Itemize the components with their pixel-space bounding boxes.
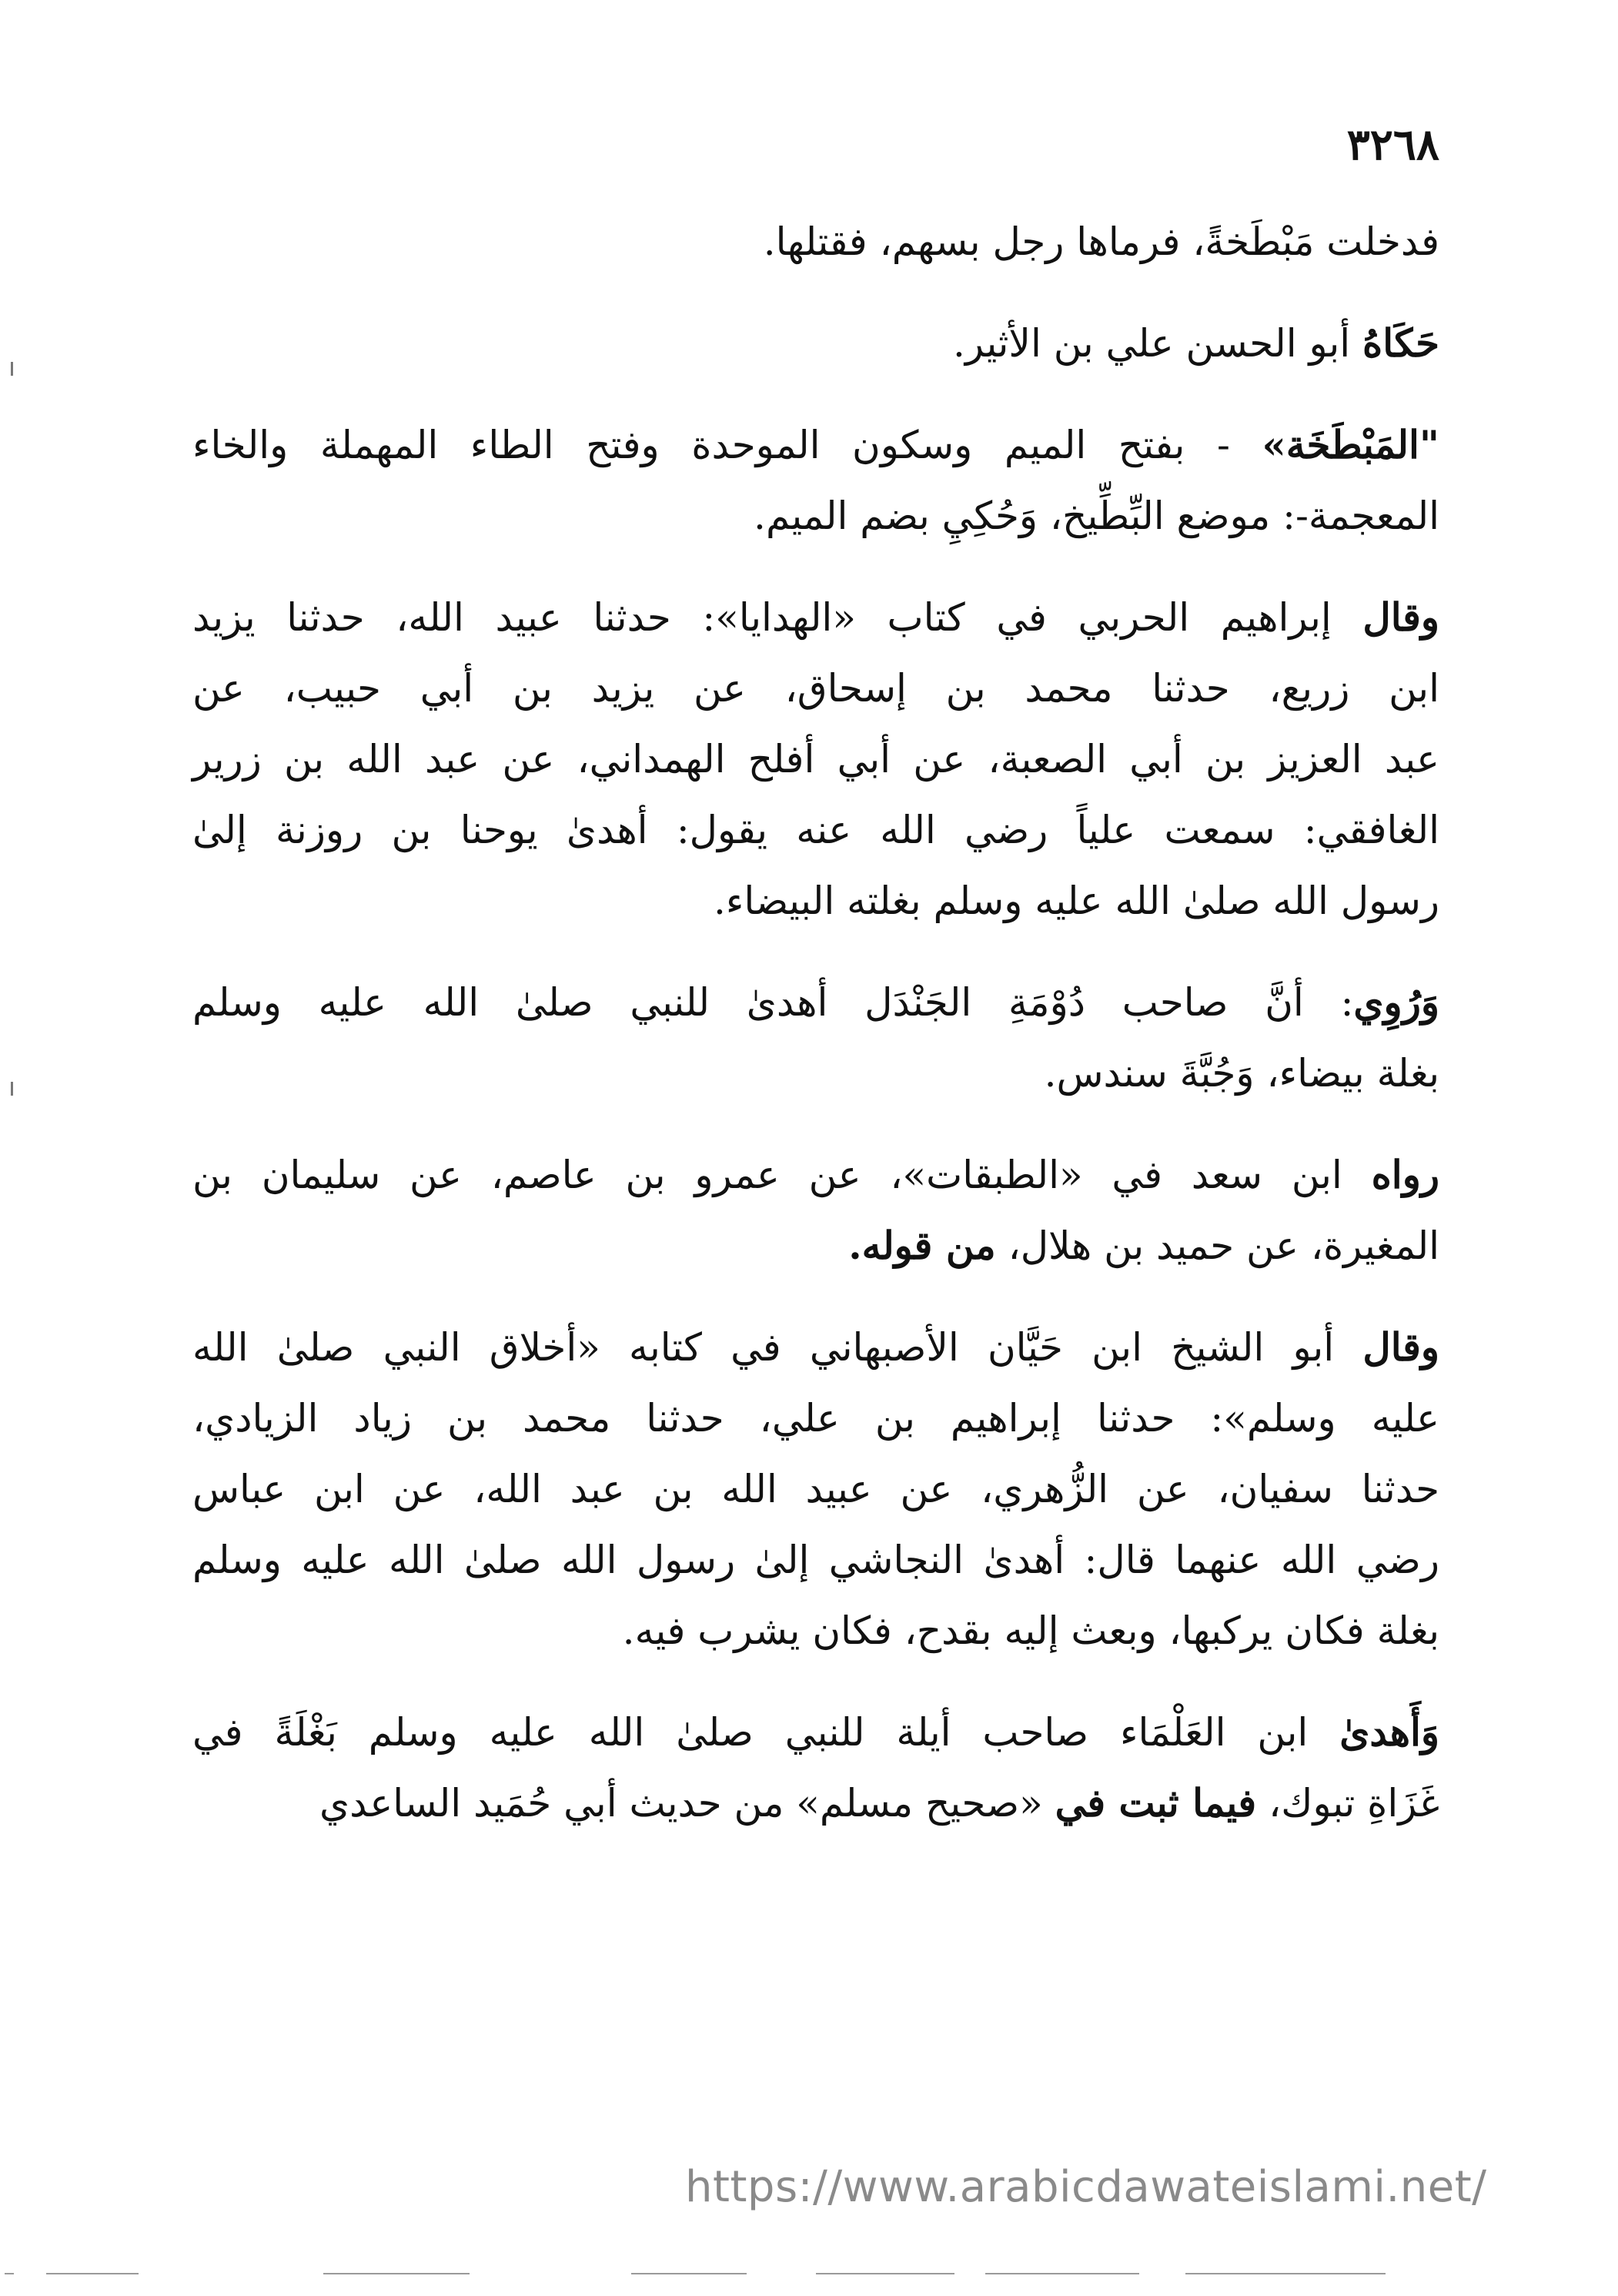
paragraph <box>192 206 1439 277</box>
footer-rule <box>631 2273 747 2274</box>
footer-rule <box>1185 2273 1386 2274</box>
text-segment: - بفتح الميم وسكون الموحدة وفتح الطاء المهملة والخاء <box>192 423 1262 467</box>
bold-text: وَرُوِي <box>1353 979 1439 1025</box>
bold-text: حَكَاهُ <box>1362 320 1439 366</box>
footer-rule <box>323 2273 470 2274</box>
text-line <box>192 1525 1439 1595</box>
text-segment: عبد العزيز بن أبي الصعبة، عن أبي أفلح الهمداني، عن عبد الله بن زرير <box>192 737 1440 782</box>
text-segment: بغلة بيضاء، وَجُبَّةَ سندس. <box>1044 1051 1439 1096</box>
text-segment: ابن العَلْمَاء صاحب أيلة للنبي صلىٰ الله عليه وسلم بَغْلَةً في <box>192 1710 1340 1755</box>
footer-rule <box>46 2273 139 2274</box>
text-segment: عليه وسلم»: حدثنا إبراهيم بن علي، حدثنا محمد بن زياد الزيادي، <box>192 1396 1439 1441</box>
text-segment: المغيرة، عن حميد بن هلال، <box>995 1223 1439 1268</box>
text-segment: المعجمة-: موضع البِّطِّيخ، وَحُكِيِ بضم الميم. <box>754 494 1439 538</box>
paragraph <box>192 308 1439 379</box>
footer-rule <box>985 2273 1139 2274</box>
text-segment: الغافقي: سمعت علياً رضي الله عنه يقول: أهدىٰ يوحنا بن روزنة إلىٰ <box>192 808 1439 852</box>
text-segment: بغلة فكان يركبها، وبعث إليه بقدح، فكان يشرب فيه. <box>622 1608 1439 1653</box>
paragraph <box>192 1312 1439 1666</box>
paragraph <box>192 1697 1439 1839</box>
text-line <box>192 1312 1439 1383</box>
text-line <box>192 1383 1439 1454</box>
bold-text: وقال <box>1362 594 1439 640</box>
text-line <box>192 1454 1439 1525</box>
text-segment: رسول الله صلىٰ الله عليه وسلم بغلته البيضاء. <box>713 879 1439 923</box>
paragraph <box>192 582 1439 936</box>
text-segment: رضي الله عنهما قال: أهدىٰ النجاشي إلىٰ رسول الله صلىٰ الله عليه وسلم <box>192 1538 1439 1582</box>
bold-text: من قوله. <box>848 1223 996 1268</box>
page-number: ٣٢٦٨ <box>1346 119 1439 170</box>
text-line <box>192 1768 1439 1839</box>
paragraph <box>192 967 1439 1109</box>
text-segment: حدثنا سفيان، عن الزُّهري، عن عبيد الله بن عبد الله، عن ابن عباس <box>192 1467 1439 1511</box>
text-segment: إبراهيم الحربي في كتاب «الهدايا»: حدثنا عبيد الله، حدثنا يزيد <box>192 595 1363 640</box>
text-line <box>192 308 1439 379</box>
text-line <box>192 480 1439 551</box>
margin-tick <box>11 362 13 376</box>
margin-tick <box>11 1082 13 1096</box>
body-text <box>192 206 1439 1869</box>
text-line <box>192 724 1439 795</box>
text-line <box>192 967 1439 1038</box>
text-segment: أبو الشيخ ابن حَيَّان الأصبهاني في كتابه «أخلاق النبي صلىٰ الله <box>192 1325 1363 1370</box>
text-segment: ابن زريع، حدثنا محمد بن إسحاق، عن يزيد بن أبي حبيب، عن <box>192 666 1439 711</box>
paragraph <box>192 410 1439 551</box>
text-line <box>192 1140 1439 1210</box>
text-segment: أبو الحسن علي بن الأثير. <box>952 321 1363 366</box>
text-line <box>192 582 1439 653</box>
text-segment: ابن سعد في «الطبقات»، عن عمرو بن عاصم، عن سليمان بن <box>192 1153 1372 1197</box>
text-line <box>192 795 1439 865</box>
text-line <box>192 865 1439 936</box>
text-line <box>192 206 1439 277</box>
bold-text: فيما ثبت في <box>1055 1780 1257 1826</box>
paragraph <box>192 1140 1439 1281</box>
text-line <box>192 1210 1439 1281</box>
bold-text: وَأَهدىٰ <box>1339 1709 1439 1755</box>
footer-rules <box>0 2273 1618 2281</box>
footer-rule <box>5 2273 14 2274</box>
text-line <box>192 1697 1439 1768</box>
text-line <box>192 653 1439 724</box>
text-segment: فدخلت مَبْطَخةً، فرماها رجل بسهم، فقتلها. <box>763 219 1439 264</box>
text-segment: «صحيح مسلم» من حديث أبي حُمَيد الساعدي <box>319 1781 1055 1826</box>
text-line <box>192 1038 1439 1109</box>
bold-text: "المَبْطَخَة» <box>1262 422 1439 467</box>
text-segment: غَزَاةِ تبوك، <box>1256 1781 1439 1826</box>
footer-rule <box>816 2273 954 2274</box>
bold-text: رواه <box>1371 1152 1439 1197</box>
text-line <box>192 410 1439 480</box>
text-segment: : أنَّ صاحب دُوْمَةِ الجَنْدَل أهدىٰ للنبي صلىٰ الله عليه وسلم <box>192 980 1354 1025</box>
watermark-url[interactable]: https://www.arabicdawateislami.net/ <box>685 2162 1487 2212</box>
bold-text: وقال <box>1362 1324 1439 1370</box>
text-line <box>192 1595 1439 1666</box>
